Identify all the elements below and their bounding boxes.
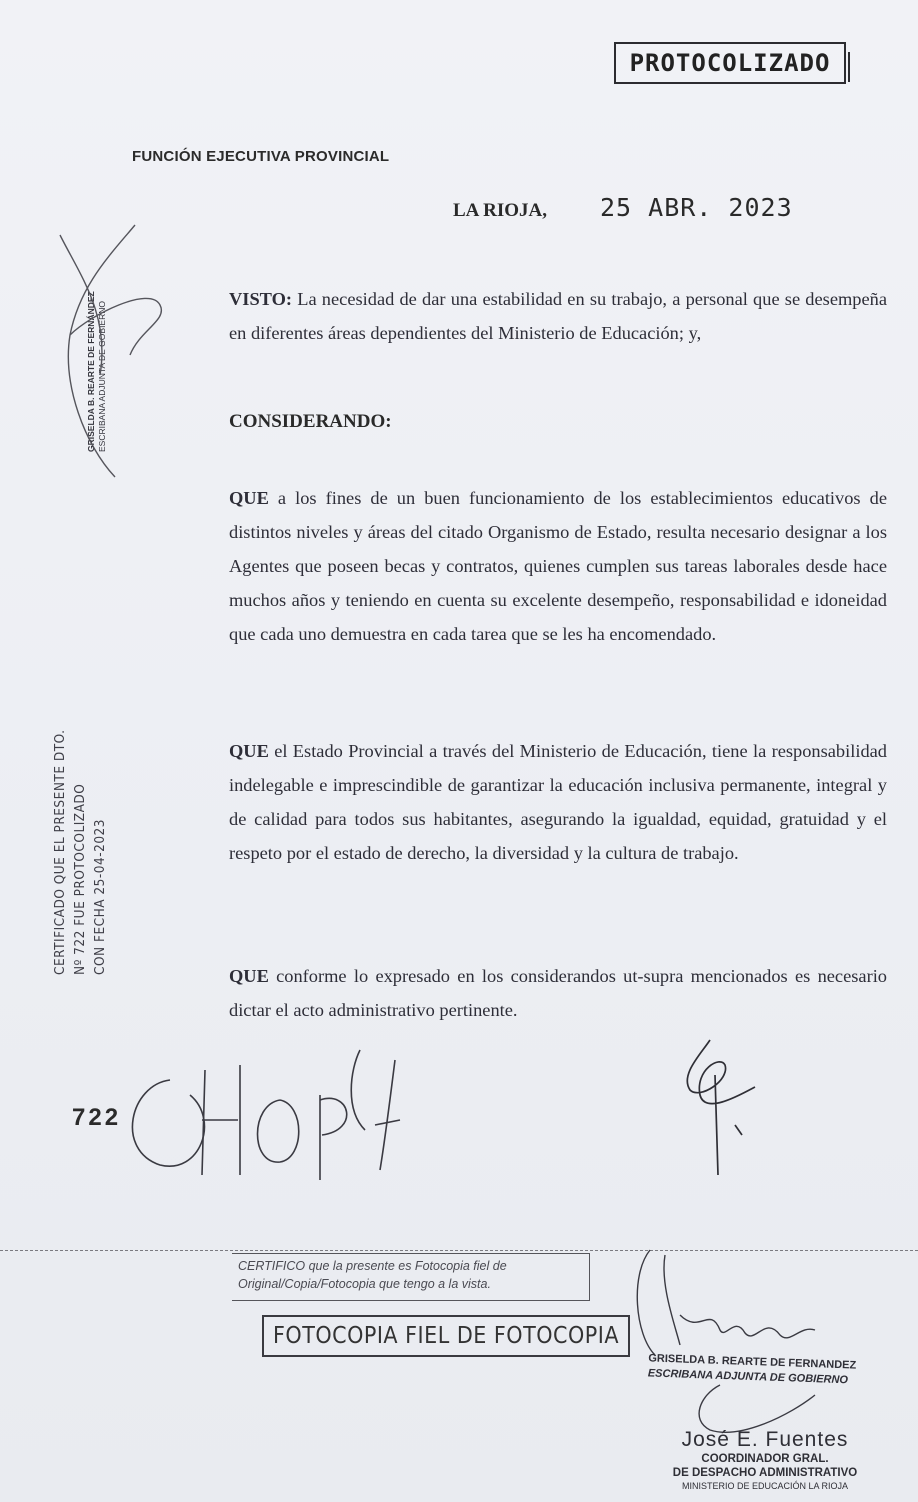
coordinator-stamp xyxy=(665,1428,865,1492)
que2-label: QUE xyxy=(229,741,269,761)
coordinator-title-1: COORDINADOR GRAL. xyxy=(701,1453,829,1465)
que1-paragraph xyxy=(162,481,887,651)
fotocopia-fiel-stamp: FOTOCOPIA FIEL DE FOTOCOPIA xyxy=(262,1315,630,1357)
side-cert-line3: CON FECHA 25-04-2023 xyxy=(92,819,108,975)
side-cert-line1: CERTIFICADO QUE EL PRESENTE DTO. xyxy=(52,729,68,975)
handwritten-signature-icon xyxy=(110,1040,420,1190)
considerando-heading: CONSIDERANDO: xyxy=(229,411,392,432)
header-title: FUNCIÓN EJECUTIVA PROVINCIAL xyxy=(132,148,390,165)
que3-label: QUE xyxy=(229,966,269,986)
side-notary-stamp xyxy=(86,291,108,452)
decree-number: 722 xyxy=(72,1104,122,1131)
coordinator-ministry: MINISTERIO DE EDUCACIÓN LA RIOJA xyxy=(681,1481,849,1491)
que1-text: a los fines de un buen funcionamiento de los establecimientos educativos de distintos niveles y áreas del citado Organismo de Estado, resulta necesario designar a los Agentes que poseen becas y contratos, quienes cumplen sus tareas laborales desde hace muchos años y teniendo en cuenta su excelente desempeño, responsabilidad e idoneidad que cada uno demuestra en cada tarea que se les ha encomendado. xyxy=(229,488,887,644)
notary-name: GRISELDA B. REARTE DE FERNANDEZ xyxy=(648,1352,857,1372)
notary-stamp xyxy=(648,1351,857,1388)
que1-label: QUE xyxy=(229,488,269,508)
visto-paragraph xyxy=(162,282,887,350)
certifico-line1: CERTIFICO que la presente es Fotocopia fiel de xyxy=(238,1259,507,1273)
notary-signature-icon xyxy=(620,1245,830,1365)
place-label: LA RIOJA, xyxy=(453,200,547,221)
side-signature-icon xyxy=(40,215,180,495)
protocolizado-stamp: PROTOCOLIZADO xyxy=(614,42,846,84)
que2-text: el Estado Provincial a través del Ministerio de Educación, tiene la responsabilidad indelegable e imprescindible de garantizar la educación inclusiva permanente, integral y de calidad para todos sus habitantes, asegurando la igualdad, equidad, gratuidad y el respeto por el estado de derecho, la diversidad y la cultura de trabajo. xyxy=(229,741,887,863)
coordinator-title-2: DE DESPACHO ADMINISTRATIVO xyxy=(672,1467,858,1479)
certifico-stamp xyxy=(232,1253,590,1301)
que2-paragraph xyxy=(162,734,887,870)
side-notary-name: GRISELDA B. REARTE DE FERNÁNDEZ xyxy=(86,291,96,452)
side-certification-stamp xyxy=(50,730,110,976)
official-signature-icon xyxy=(670,1035,790,1185)
date-stamp: 25 ABR. 2023 xyxy=(600,193,793,222)
certifico-line2: Original/Copia/Fotocopia que tengo a la vista. xyxy=(238,1277,491,1291)
side-notary-title: ESCRIBANA ADJUNTA DE GOBIERNO xyxy=(97,301,107,452)
notary-title: ESCRIBANA ADJUNTA DE GOBIERNO xyxy=(647,1367,849,1387)
page-divider xyxy=(0,1250,918,1251)
que3-paragraph xyxy=(162,959,887,1027)
visto-label: VISTO: xyxy=(229,289,293,309)
que3-text: conforme lo expresado en los considerandos ut-supra mencionados es necesario dictar el acto administrativo pertinente. xyxy=(229,966,887,1020)
visto-text: La necesidad de dar una estabilidad en su trabajo, a personal que se desempeña en diferentes áreas dependientes del Ministerio de Educación; y, xyxy=(229,289,887,343)
side-cert-line2: Nº 722 FUE PROTOCOLIZADO xyxy=(72,783,88,975)
coordinator-name: José E. Fuentes xyxy=(681,1428,849,1451)
